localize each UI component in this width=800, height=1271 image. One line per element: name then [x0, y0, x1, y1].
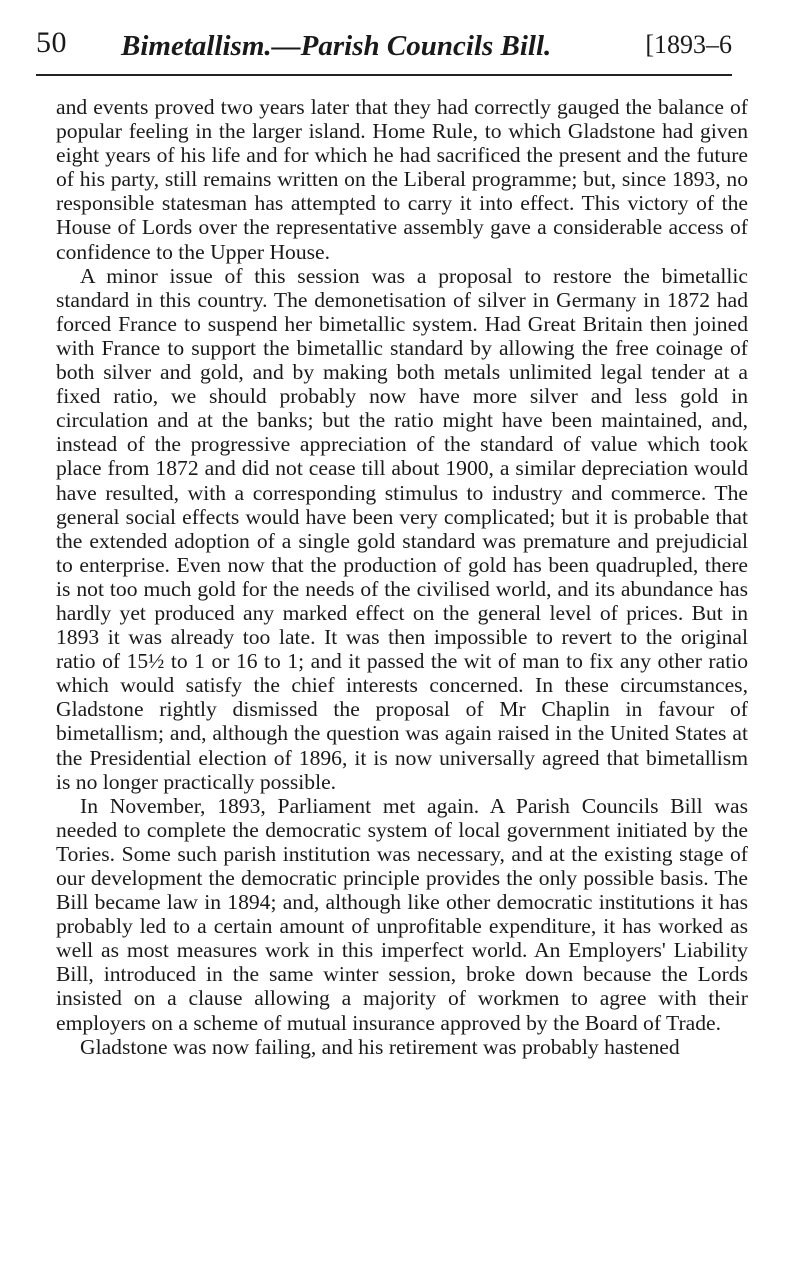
page-number: 50 — [36, 26, 67, 59]
paragraph-bimetallism: A minor issue of this session was a proposal to restore the bimetallic standard in this country. The demonetisation of silver in Germany in 1872 had forced France to suspend her bimetallic system. Had Great Britain then joined with France to support the bimetallic standard by allowing the free coinage of both silver and gold, and by making both metals unlimited legal tender at a fixed ratio, we should probably now have more silver and less gold in circulation and at the banks; but the ratio might have been maintained, and, instead of the progressive appreciation of the standard of value which took place from 1872 and did not cease till about 1900, a similar depreciation would have resulted, with a corresponding stimulus to industry and commerce. The general social effects would have been very complicated; but it is probable that the extended adoption of a single gold standard was premature and prejudicial to enterprise. Even now that the production of gold has been quadrupled, there is not too much gold for the needs of the civilised world, and its abundance has hardly yet produced any marked effect on the general level of prices. But in 1893 it was already too late. It was then impossible to revert to the original ratio of 15½ to 1 or 16 to 1; and it passed the wit of man to fix any other ratio which would satisfy the chief interests concerned. In these circumstances, Gladstone rightly dismissed the proposal of Mr Chaplin in favour of bimetallism; and, although the question was again raised in the United States at the Presidential election of 1896, it is now universally agreed that bimetallism is no longer practically possible. — [56, 263, 748, 794]
paragraph-gladstone: Gladstone was now failing, and his retirement was probably hastened — [80, 1034, 680, 1059]
running-title: Bimetallism.—Parish Councils Bill. — [121, 30, 552, 62]
header-rule — [36, 74, 732, 76]
paragraph-parish-councils: In November, 1893, Parliament met again. A Parish Councils Bill was needed to complete the democratic system of local government initiated by the Tories. Some such parish institution was necessary, and at the existing stage of our development the democratic principle provides the only possible basis. The Bill became law in 1894; and, although like other democratic institutions it has probably led to a certain amount of unprofitable expenditure, it has worked as well as most measures work in this imperfect world. An Employers' Liability Bill, introduced in the same winter session, broke down because the Lords insisted on a clause allowing a majority of workmen to agree with their employers on a scheme of mutual insurance approved by the Board of Trade. — [56, 793, 748, 1035]
paragraph-home-rule: and events proved two years later that they had correctly gauged the balance of popular feeling in the larger island. Home Rule, to which Gladstone had given eight years of his life and for which he had sacrificed the present and the future of his party, still remains written on the Liberal programme; but, since 1893, no responsible statesman has attempted to carry it into effect. This victory of the House of Lords over the representative assembly gave a considerable access of confidence to the Upper House. — [56, 95, 748, 264]
page-header — [36, 24, 732, 72]
year-range: [1893–6 — [645, 30, 732, 59]
body-text — [56, 95, 748, 1059]
